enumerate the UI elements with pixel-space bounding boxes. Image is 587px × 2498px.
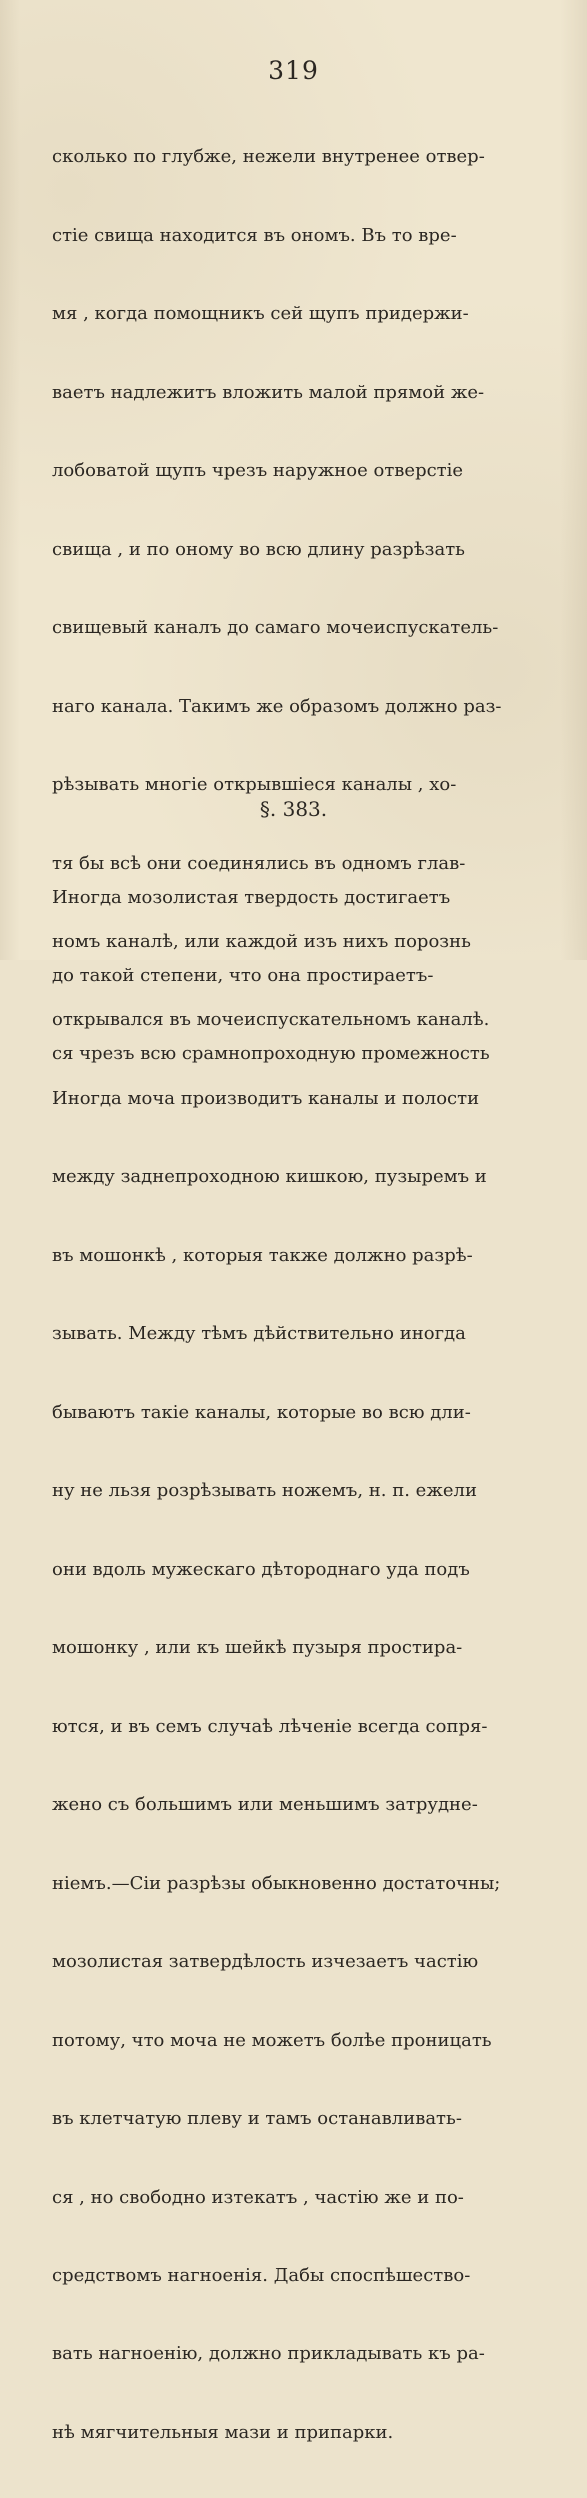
text-line: тя бы всѣ они соединялись въ одномъ глав-: [52, 852, 466, 874]
text-line: нѣ мягчительныя мази и припарки.: [52, 2421, 394, 2443]
text-line: между заднепроходною кишкою, пузыремъ и: [52, 1166, 487, 1188]
text-line: рѣзывать многіе открывшіеся каналы , хо-: [52, 774, 457, 796]
text-line: свищевый каналъ до самаго мочеиспускатель-: [52, 617, 499, 639]
text-line: средствомъ нагноенія. Дабы споспѣшество-: [52, 2264, 471, 2286]
text-line: въ мошонкѣ , которыя также должно разрѣ-: [52, 1244, 473, 1266]
text-line: ются, и въ семъ случаѣ лѣченіе всегда сопря-: [52, 1715, 488, 1737]
text-line: до такой степени, что она простираетъ-: [52, 965, 434, 986]
text-line: зывать. Между тѣмъ дѣйствительно иногда: [52, 1323, 466, 1345]
text-line: Иногда моча производитъ каналы и полости: [52, 1087, 480, 1109]
text-line: ваетъ надлежитъ вложить малой прямой же-: [52, 381, 485, 403]
text-line: ся , но свободно изтекатъ , частію же и по-: [52, 2186, 464, 2208]
text-line: мошонку , или къ шейкѣ пузыря простира-: [52, 1637, 463, 1659]
text-line: лобоватой щупъ чрезъ наружное отверстіе: [52, 460, 464, 482]
text-line: мя , когда помощникъ сей щупъ придержи-: [52, 303, 469, 325]
text-line: номъ каналѣ, или каждой изъ нихъ порознь: [52, 931, 471, 952]
text-line: бываютъ такіе каналы, которые во всю дли-: [52, 1401, 471, 1423]
page-number: 319: [268, 56, 319, 85]
text-line: потому, что моча не можетъ болѣе проницать: [52, 2029, 492, 2051]
text-line: вать нагноенію, должно прикладывать къ ра-: [52, 2343, 485, 2365]
text-line: ну не льзя розрѣзывать ножемъ, н. п. ежели: [52, 1480, 477, 1502]
text-line: ся чрезъ всю срамнопроходную промежность: [52, 1043, 490, 1064]
text-line: въ клетчатую плеву и тамъ останавливать-: [52, 2108, 462, 2130]
text-line: ніемъ.—Сіи разрѣзы обыкновенно достаточны;: [52, 1872, 501, 1894]
main-paragraph: [52, 92, 530, 2498]
text-line: открывался въ мочеиспускательномъ каналѣ.: [52, 1009, 490, 1031]
text-line: Иногда мозолистая твердость достигаетъ: [52, 887, 451, 908]
text-line: жено съ большимъ или меньшимъ затрудне-: [52, 1794, 478, 1816]
text-line: сколько по глубже, нежели внутренее отвер-: [52, 146, 485, 168]
second-paragraph: [52, 833, 530, 1119]
section-heading: §. 383.: [259, 797, 328, 821]
text-line: мозолистая затвердѣлость изчезаетъ частію: [52, 1951, 479, 1973]
text-line: стіе свища находится въ ономъ. Въ то вре-: [52, 224, 457, 246]
text-line: они вдоль мужескаго дѣтороднаго уда подъ: [52, 1558, 470, 1580]
text-line: свища , и по оному во всю длину разрѣзать: [52, 538, 465, 560]
text-line: наго канала. Такимъ же образомъ должно раз-: [52, 695, 502, 717]
